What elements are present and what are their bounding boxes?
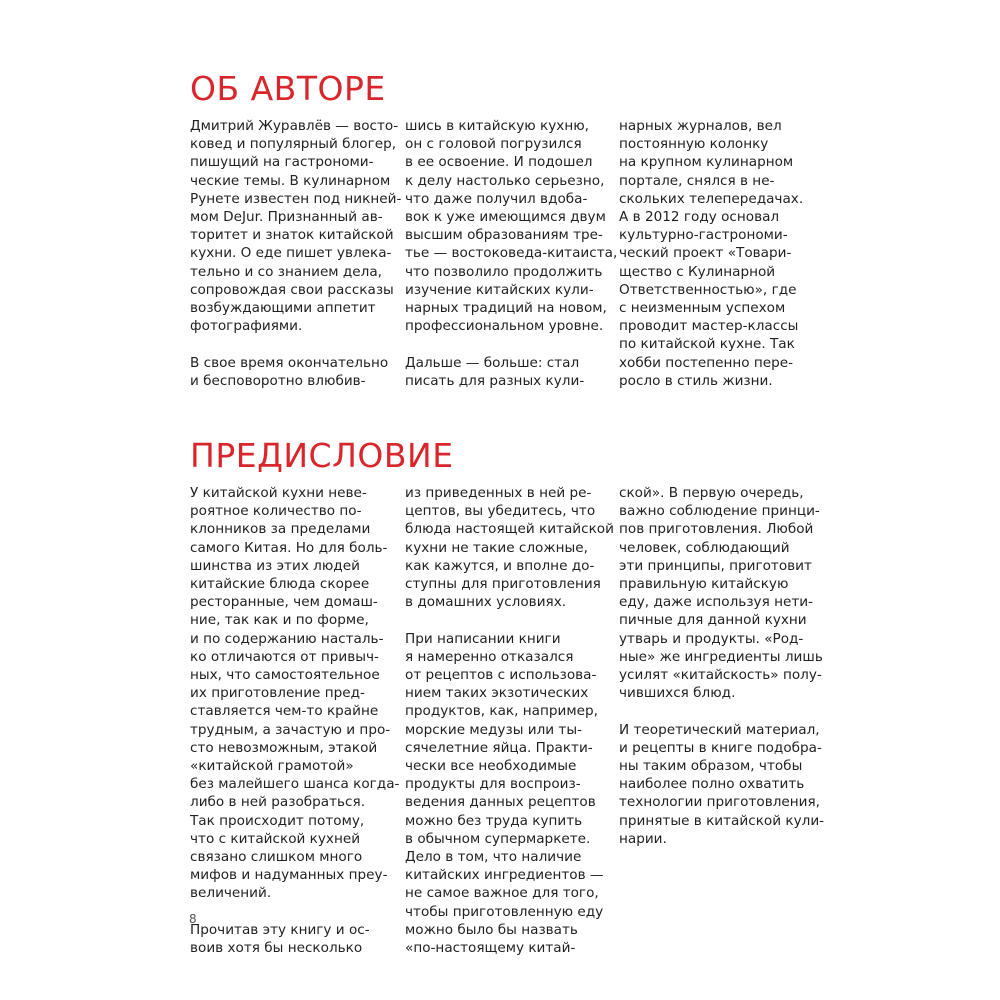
text-line: клонников за пределами (190, 521, 371, 538)
text-line: ны таким образом, чтобы (619, 758, 803, 775)
text-line: сто невозможным, этакой (190, 739, 378, 756)
text-line: что даже получил вдоба- (405, 190, 588, 207)
text-line: чившихся блюд. (619, 685, 736, 702)
text-line: изучение китайских кули- (405, 281, 594, 298)
text-line: Ответственностью», где (619, 281, 797, 298)
text-line: шись в китайскую кухню, (405, 118, 589, 134)
foreword-column-3 (619, 484, 825, 848)
text-line: профессиональном уровне. (405, 318, 604, 335)
paragraph (405, 354, 605, 390)
text-line: цептов, вы убедитесь, что (405, 503, 596, 520)
text-line: морские медузы или ты- (405, 721, 582, 738)
text-line: утварь и продукты. «Род- (619, 630, 804, 647)
about-author-column-3 (619, 117, 819, 390)
text-line: и рецепты в книге подобра- (619, 739, 822, 756)
text-line: мом DeJur. Признанный ав- (190, 209, 383, 226)
text-line: пишущий на гастрономи- (190, 154, 374, 171)
text-line: из приведенных в ней ре- (405, 485, 592, 501)
text-line: ской». В первую очередь, (619, 485, 804, 501)
text-line: роятное количество по- (190, 503, 362, 520)
text-line: величений. (190, 885, 272, 902)
text-line: он с головой погрузился (405, 136, 582, 153)
text-line: чески все необходимые (405, 758, 577, 775)
text-line: Дело в том, что наличие (405, 849, 582, 866)
text-line: к делу настолько серьезно, (405, 172, 605, 189)
text-line: мифов и надуманных преу- (190, 867, 388, 884)
text-line: фотографиями. (190, 318, 303, 335)
text-line: эти принципы, приготовит (619, 557, 812, 574)
text-line: что позволило продолжить (405, 263, 603, 280)
text-line: от рецептов с использова- (405, 667, 597, 684)
text-line: нием таких экзотических (405, 685, 589, 702)
text-line: и бесповоротно влюбив- (190, 372, 366, 389)
about-author-column-1 (190, 117, 402, 390)
text-line: нарии. (619, 830, 667, 847)
text-line: самого Китая. Но для боль- (190, 539, 388, 556)
text-line: важно соблюдение принци- (619, 503, 820, 520)
paragraph (619, 484, 823, 702)
text-line: китайских ингредиентов — (405, 867, 604, 884)
text-line: Так происходит потому, (190, 812, 365, 829)
page-number: 8 (189, 912, 197, 926)
text-line: ние, так как и по форме, (190, 612, 369, 629)
text-line: росло в стиль жизни. (619, 372, 773, 389)
paragraph (405, 630, 605, 958)
text-line: сопровождая свои рассказы (190, 281, 394, 298)
foreword-column-2 (405, 484, 614, 957)
text-line: тельно и со знанием дела, (190, 263, 382, 280)
text-line: что с китайской кухней (190, 830, 361, 847)
text-line: ступны для приготовления (405, 576, 601, 593)
text-line: нарных журналов, вел (619, 118, 782, 134)
text-line: высшим образованиям тре- (405, 227, 603, 244)
text-line: Дмитрий Журавлёв — восто- (190, 118, 399, 134)
text-line: В свое время окончательно (190, 354, 389, 371)
text-line: воив хотя бы несколько (190, 940, 363, 957)
text-line: ко отличаются от привыч- (190, 648, 379, 665)
text-line: человек, соблюдающий (619, 539, 790, 556)
text-line: У китайской кухни неве- (190, 485, 367, 501)
text-line: пичные для данной кухни (619, 612, 807, 629)
text-line: пов приготовления. Любой (619, 521, 814, 538)
text-line: как кажутся, и вполне до- (405, 557, 595, 574)
text-line: не самое важное для того, (405, 885, 599, 902)
text-line: китайские блюда скорее (190, 576, 370, 593)
text-line: писать для разных кули- (405, 372, 585, 389)
text-line: можно было бы назвать (405, 921, 578, 938)
text-line: постоянную колонку (619, 136, 769, 153)
text-line: усилят «китайскость» полу- (619, 667, 822, 684)
text-line: без малейшего шанса когда- (190, 776, 400, 793)
text-line: с неизменным успехом (619, 300, 786, 317)
text-line: кухни не такие сложные, (405, 539, 588, 556)
text-line: При написании книги (405, 630, 561, 647)
text-line: портале, снялся в не- (619, 172, 775, 189)
paragraph (190, 354, 390, 390)
text-line: Дальше — больше: стал (405, 354, 580, 371)
text-line: ресторанные, чем домаш- (190, 594, 378, 611)
text-line: Рунете известен под никней- (190, 190, 402, 207)
text-line: ведения данных рецептов (405, 794, 596, 811)
text-line: связано слишком много (190, 849, 363, 866)
text-line: возбуждающими аппетит (190, 300, 376, 317)
text-line: на крупном кулинарном (619, 154, 794, 171)
text-line: еду, даже используя нети- (619, 594, 814, 611)
text-line: Прочитав эту книгу и ос- (190, 921, 370, 938)
text-line: скольких телепередачах. (619, 190, 804, 207)
paragraph (619, 721, 825, 848)
text-line: культурно-гастрономи- (619, 227, 788, 244)
text-line: принятые в китайской кули- (619, 812, 825, 829)
text-line: блюда настоящей китайской (405, 521, 614, 538)
text-line: в домашних условиях. (405, 594, 567, 611)
text-line: хобби постепенно пере- (619, 354, 794, 371)
text-line: в ее освоение. И подошел (405, 154, 593, 171)
text-line: продуктов, как, например, (405, 703, 598, 720)
text-line: наиболее полно охватить (619, 776, 805, 793)
text-line: правильную китайскую (619, 576, 789, 593)
section-title-foreword: ПРЕДИСЛОВИЕ (190, 436, 454, 475)
text-line: «по-настоящему китай- (405, 940, 576, 957)
text-line: торитет и знаток китайской (190, 227, 394, 244)
text-line: ческие темы. В кулинарном (190, 172, 391, 189)
paragraph (405, 484, 614, 611)
text-line: трудным, а зачастую и про- (190, 721, 391, 738)
text-line: в обычном супермаркете. (405, 830, 591, 847)
text-line: тье — востоковеда-китаиста, (405, 245, 618, 262)
text-line: ные» же ингредиенты лишь (619, 648, 823, 665)
text-line: шинства из этих людей (190, 557, 360, 574)
text-line: ставляется чем-то крайне (190, 703, 379, 720)
text-line: можно без труда купить (405, 812, 583, 829)
text-line: проводит мастер-классы (619, 318, 799, 335)
text-line: ческий проект «Товари- (619, 245, 792, 262)
text-line: чтобы приготовленную еду (405, 903, 604, 920)
section-title-about-author: ОБ АВТОРЕ (190, 69, 386, 108)
text-line: вок к уже имеющимся двум (405, 209, 606, 226)
text-line: я намеренно отказался (405, 648, 574, 665)
text-line: А в 2012 году основал (619, 209, 780, 226)
paragraph (190, 484, 400, 903)
paragraph (405, 117, 618, 335)
text-line: технологии приготовления, (619, 794, 820, 811)
text-line: их приготовление пред- (190, 685, 365, 702)
text-line: либо в ней разобраться. (190, 794, 366, 811)
text-line: ковед и популярный блогер, (190, 136, 397, 153)
text-line: И теоретический материал, (619, 721, 820, 738)
text-line: сячелетние яйца. Практи- (405, 739, 593, 756)
paragraph (190, 921, 390, 957)
text-line: кухни. О еде пишет увлека- (190, 245, 392, 262)
text-line: продукты для воспроиз- (405, 776, 581, 793)
about-author-column-2 (405, 117, 618, 390)
text-line: по китайской кухне. Так (619, 336, 795, 353)
text-line: нарных традиций на новом, (405, 300, 607, 317)
text-line: и по содержанию насталь- (190, 630, 384, 647)
paragraph (619, 117, 819, 390)
text-line: «китайской грамотой» (190, 758, 354, 775)
text-line: ных, что самостоятельное (190, 667, 380, 684)
foreword-column-1 (190, 484, 400, 957)
text-line: щество с Кулинарной (619, 263, 776, 280)
paragraph (190, 117, 402, 335)
